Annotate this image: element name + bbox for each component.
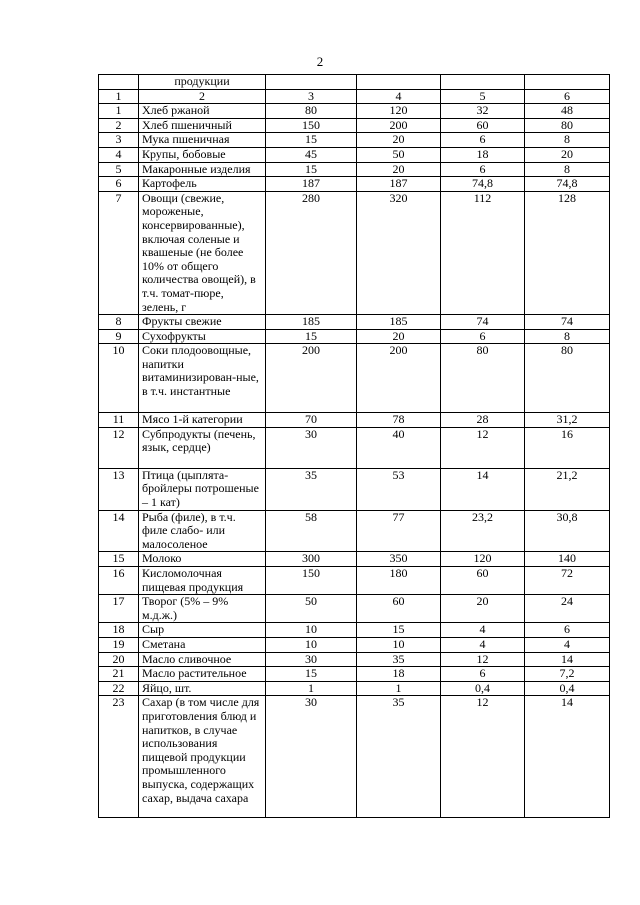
value-col-3: 10 — [266, 623, 357, 638]
value-col-6: 8 — [525, 329, 610, 344]
row-number: 3 — [99, 133, 139, 148]
value-col-5: 14 — [441, 468, 525, 510]
column-index-1: 1 — [99, 89, 139, 104]
value-col-4: 200 — [357, 118, 441, 133]
value-col-3: 15 — [266, 162, 357, 177]
header-cell-2: продукции — [139, 75, 266, 90]
value-col-4: 10 — [357, 638, 441, 653]
table-row — [99, 191, 610, 314]
value-col-4: 200 — [357, 344, 441, 413]
table-row — [99, 468, 610, 510]
value-col-3: 58 — [266, 510, 357, 552]
value-col-6: 8 — [525, 133, 610, 148]
value-col-6: 20 — [525, 147, 610, 162]
product-name: Яйцо, шт. — [139, 681, 266, 696]
product-name: Птица (цыплята-бройлеры потрошеные – 1 кат) — [139, 468, 266, 510]
column-index-4: 4 — [357, 89, 441, 104]
value-col-6: 74,8 — [525, 177, 610, 192]
product-name: Соки плодоовощные, напитки витаминизирован-ные, в т.ч. инстантные — [139, 344, 266, 413]
row-number: 4 — [99, 147, 139, 162]
value-col-6: 24 — [525, 595, 610, 623]
table-row — [99, 162, 610, 177]
product-name: Мясо 1-й категории — [139, 413, 266, 428]
product-name: Творог (5% – 9% м.д.ж.) — [139, 595, 266, 623]
product-name: Субпродукты (печень, язык, сердце) — [139, 427, 266, 468]
row-number: 2 — [99, 118, 139, 133]
value-col-4: 20 — [357, 329, 441, 344]
row-number: 15 — [99, 552, 139, 567]
value-col-4: 60 — [357, 595, 441, 623]
table-row — [99, 118, 610, 133]
row-number: 5 — [99, 162, 139, 177]
value-col-3: 30 — [266, 696, 357, 818]
row-number: 22 — [99, 681, 139, 696]
table-row — [99, 329, 610, 344]
value-col-6: 14 — [525, 652, 610, 667]
value-col-4: 20 — [357, 162, 441, 177]
product-name: Фрукты свежие — [139, 315, 266, 330]
value-col-3: 45 — [266, 147, 357, 162]
value-col-4: 15 — [357, 623, 441, 638]
value-col-6: 140 — [525, 552, 610, 567]
value-col-5: 12 — [441, 652, 525, 667]
product-name: Сахар (в том числе для приготовления блюд и напитков, в случае использования пищевой продукции промышленного выпуска, содержащих сахар, выдача сахара — [139, 696, 266, 818]
value-col-4: 20 — [357, 133, 441, 148]
row-number: 13 — [99, 468, 139, 510]
value-col-5: 4 — [441, 638, 525, 653]
value-col-3: 10 — [266, 638, 357, 653]
row-number: 6 — [99, 177, 139, 192]
value-col-5: 6 — [441, 133, 525, 148]
column-index-row — [99, 89, 610, 104]
header-row — [99, 75, 610, 90]
value-col-5: 80 — [441, 344, 525, 413]
product-name: Крупы, бобовые — [139, 147, 266, 162]
value-col-6: 21,2 — [525, 468, 610, 510]
value-col-5: 60 — [441, 567, 525, 595]
value-col-4: 77 — [357, 510, 441, 552]
value-col-4: 78 — [357, 413, 441, 428]
value-col-4: 1 — [357, 681, 441, 696]
product-name: Мука пшеничная — [139, 133, 266, 148]
product-name: Хлеб пшеничный — [139, 118, 266, 133]
value-col-3: 200 — [266, 344, 357, 413]
value-col-5: 74 — [441, 315, 525, 330]
value-col-6: 72 — [525, 567, 610, 595]
value-col-3: 70 — [266, 413, 357, 428]
row-number: 10 — [99, 344, 139, 413]
header-cell-1 — [99, 75, 139, 90]
row-number: 20 — [99, 652, 139, 667]
table-row — [99, 177, 610, 192]
product-name: Масло растительное — [139, 667, 266, 682]
column-index-2: 2 — [139, 89, 266, 104]
value-col-4: 53 — [357, 468, 441, 510]
value-col-3: 1 — [266, 681, 357, 696]
product-name: Молоко — [139, 552, 266, 567]
row-number: 12 — [99, 427, 139, 468]
table-row — [99, 104, 610, 119]
value-col-4: 35 — [357, 696, 441, 818]
row-number: 17 — [99, 595, 139, 623]
table-row — [99, 638, 610, 653]
value-col-4: 50 — [357, 147, 441, 162]
row-number: 16 — [99, 567, 139, 595]
product-name: Масло сливочное — [139, 652, 266, 667]
value-col-5: 4 — [441, 623, 525, 638]
table-row — [99, 344, 610, 413]
value-col-6: 16 — [525, 427, 610, 468]
value-col-3: 280 — [266, 191, 357, 314]
value-col-5: 20 — [441, 595, 525, 623]
product-name: Сыр — [139, 623, 266, 638]
column-index-5: 5 — [441, 89, 525, 104]
value-col-3: 150 — [266, 567, 357, 595]
value-col-3: 150 — [266, 118, 357, 133]
row-number: 19 — [99, 638, 139, 653]
table-row — [99, 510, 610, 552]
table-row — [99, 623, 610, 638]
value-col-5: 18 — [441, 147, 525, 162]
header-cell-4 — [357, 75, 441, 90]
table-row — [99, 133, 610, 148]
product-name: Сухофрукты — [139, 329, 266, 344]
product-name: Хлеб ржаной — [139, 104, 266, 119]
table-row — [99, 667, 610, 682]
value-col-6: 30,8 — [525, 510, 610, 552]
table-row — [99, 652, 610, 667]
product-name: Макаронные изделия — [139, 162, 266, 177]
value-col-3: 15 — [266, 667, 357, 682]
value-col-3: 300 — [266, 552, 357, 567]
value-col-3: 185 — [266, 315, 357, 330]
value-col-5: 120 — [441, 552, 525, 567]
header-cell-3 — [266, 75, 357, 90]
row-number: 14 — [99, 510, 139, 552]
value-col-4: 18 — [357, 667, 441, 682]
column-index-6: 6 — [525, 89, 610, 104]
value-col-5: 6 — [441, 329, 525, 344]
value-col-5: 74,8 — [441, 177, 525, 192]
value-col-6: 80 — [525, 344, 610, 413]
value-col-3: 30 — [266, 427, 357, 468]
value-col-3: 35 — [266, 468, 357, 510]
row-number: 9 — [99, 329, 139, 344]
value-col-6: 14 — [525, 696, 610, 818]
table-row — [99, 315, 610, 330]
table-row — [99, 681, 610, 696]
value-col-5: 6 — [441, 162, 525, 177]
table-row — [99, 427, 610, 468]
value-col-6: 0,4 — [525, 681, 610, 696]
table-row — [99, 567, 610, 595]
header-cell-5 — [441, 75, 525, 90]
value-col-4: 320 — [357, 191, 441, 314]
value-col-3: 30 — [266, 652, 357, 667]
value-col-5: 23,2 — [441, 510, 525, 552]
value-col-6: 31,2 — [525, 413, 610, 428]
row-number: 1 — [99, 104, 139, 119]
value-col-6: 4 — [525, 638, 610, 653]
table-row — [99, 552, 610, 567]
value-col-3: 50 — [266, 595, 357, 623]
value-col-3: 187 — [266, 177, 357, 192]
value-col-4: 35 — [357, 652, 441, 667]
product-name: Рыба (филе), в т.ч. филе слабо- или малосоленое — [139, 510, 266, 552]
table-row — [99, 696, 610, 818]
value-col-6: 74 — [525, 315, 610, 330]
table-row — [99, 595, 610, 623]
value-col-4: 350 — [357, 552, 441, 567]
value-col-5: 12 — [441, 427, 525, 468]
row-number: 21 — [99, 667, 139, 682]
header-cell-6 — [525, 75, 610, 90]
row-number: 8 — [99, 315, 139, 330]
column-index-3: 3 — [266, 89, 357, 104]
value-col-4: 185 — [357, 315, 441, 330]
value-col-5: 28 — [441, 413, 525, 428]
value-col-3: 15 — [266, 329, 357, 344]
value-col-5: 32 — [441, 104, 525, 119]
value-col-5: 0,4 — [441, 681, 525, 696]
food-norms-table — [98, 74, 610, 818]
product-name: Сметана — [139, 638, 266, 653]
value-col-6: 6 — [525, 623, 610, 638]
value-col-6: 7,2 — [525, 667, 610, 682]
value-col-3: 15 — [266, 133, 357, 148]
row-number: 23 — [99, 696, 139, 818]
row-number: 18 — [99, 623, 139, 638]
value-col-6: 48 — [525, 104, 610, 119]
table-row — [99, 147, 610, 162]
value-col-5: 60 — [441, 118, 525, 133]
table-row — [99, 413, 610, 428]
value-col-4: 40 — [357, 427, 441, 468]
product-name: Овощи (свежие, мороженые, консервированные), включая соленые и квашеные (не более 10% от общего количества овощей), в т.ч. томат-пюре, зелень, г — [139, 191, 266, 314]
value-col-5: 112 — [441, 191, 525, 314]
value-col-5: 6 — [441, 667, 525, 682]
page-number: 2 — [316, 54, 324, 69]
value-col-4: 180 — [357, 567, 441, 595]
value-col-6: 128 — [525, 191, 610, 314]
product-name: Картофель — [139, 177, 266, 192]
value-col-5: 12 — [441, 696, 525, 818]
value-col-6: 8 — [525, 162, 610, 177]
row-number: 7 — [99, 191, 139, 314]
value-col-3: 80 — [266, 104, 357, 119]
value-col-4: 120 — [357, 104, 441, 119]
product-name: Кисломолочная пищевая продукция — [139, 567, 266, 595]
value-col-4: 187 — [357, 177, 441, 192]
value-col-6: 80 — [525, 118, 610, 133]
row-number: 11 — [99, 413, 139, 428]
